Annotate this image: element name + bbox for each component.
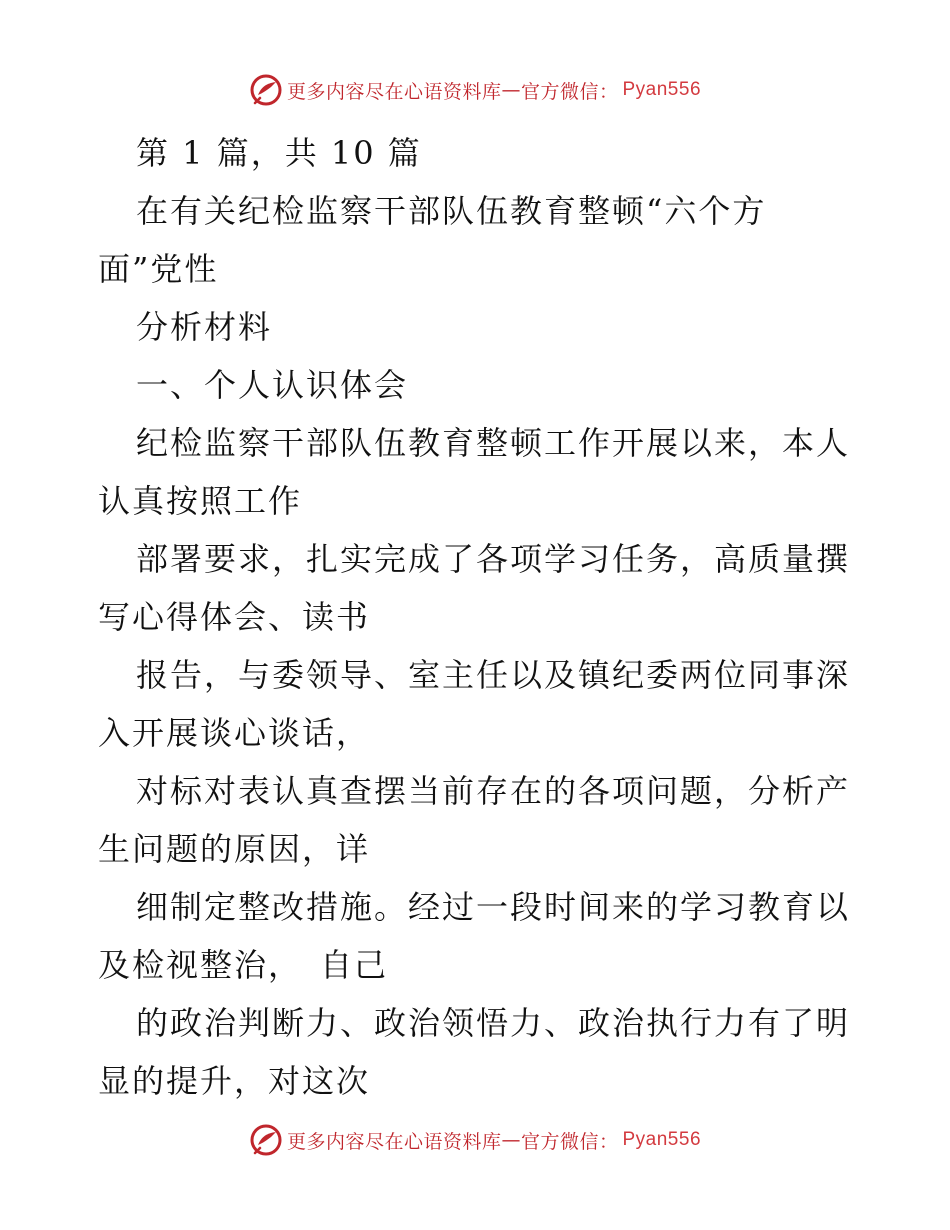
doc-paragraph-line: 的政治判断力、政治领悟力、政治执行力有了明 [136, 1004, 851, 1042]
doc-paragraph-line: 部署要求，扎实完成了各项学习任务，高质量撰 [136, 540, 851, 578]
banner-wechat-label: 官方微信： [520, 80, 619, 103]
doc-paragraph-line: 生问题的原因，详 [98, 830, 371, 868]
doc-paragraph-line: 对标对表认真查摆当前存在的各项问题，分析产 [136, 772, 851, 810]
doc-paragraph-line: 写心得体会、读书 [98, 598, 371, 636]
banner-slogan: 更多内容尽在心语资料库 [286, 80, 502, 103]
doc-section-heading: 一、个人认识体会 [136, 366, 409, 404]
doc-title-line-2: 面”党性 [98, 250, 219, 288]
doc-paragraph-line: 细制定整改措施。经过一段时间来的学习教育以 [136, 888, 851, 926]
banner-wechat-handle: Pyan556 [622, 79, 702, 100]
doc-paragraph-line: 显的提升，对这次 [98, 1062, 371, 1100]
doc-paragraph-line: 及检视整治， 自己 [98, 946, 389, 984]
doc-page-indicator: 第 1 篇，共 10 篇 [136, 134, 422, 172]
doc-title-line-1: 在有关纪检监察干部队伍教育整顿“六个方 [136, 192, 767, 230]
doc-paragraph-line: 报告，与委领导、室主任以及镇纪委两位同事深 [136, 656, 851, 694]
banner-wechat-handle: Pyan556 [622, 1129, 702, 1150]
doc-paragraph-line: 认真按照工作 [98, 482, 303, 520]
brand-logo-icon [249, 1123, 283, 1157]
header-banner [0, 70, 950, 110]
banner-dash: — [501, 1129, 521, 1151]
doc-paragraph-line: 纪检监察干部队伍教育整顿工作开展以来，本人 [136, 424, 851, 462]
doc-title-line-3: 分析材料 [136, 308, 273, 346]
banner-wechat-label: 官方微信： [520, 1130, 619, 1153]
brand-logo-icon [249, 73, 283, 107]
footer-banner [0, 1120, 950, 1160]
banner-dash: — [501, 79, 521, 101]
banner-slogan: 更多内容尽在心语资料库 [286, 1130, 502, 1153]
doc-paragraph-line: 入开展谈心谈话， [98, 714, 371, 752]
document-body [98, 124, 858, 1110]
